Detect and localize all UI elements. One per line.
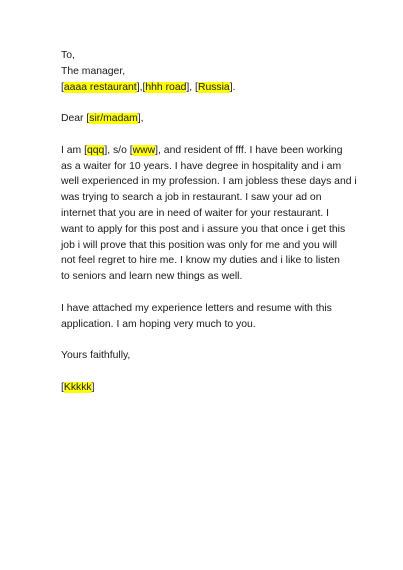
father-name-placeholder: www (132, 144, 156, 156)
salutation-name-placeholder: sir/madam (89, 113, 138, 125)
body-line: job i will prove that this position was only for me and you will (61, 239, 338, 251)
body-line: I have attached my experience letters and resume with this (61, 302, 332, 314)
closing-text: Yours faithfully, (61, 350, 131, 362)
recipient-address: [aaaa restaurant],[hhh road], [Russia]. (61, 81, 236, 93)
road-placeholder: hhh road (145, 81, 187, 93)
letter-body (61, 48, 361, 396)
body-line: application. I am hoping very much to you. (61, 318, 256, 330)
to-line: To, (61, 50, 75, 61)
body-paragraph-1: I am [qqq], s/o [www], and resident of fff. I have been working as a waiter for 10 years. I have degree in hospitality and i am well experienced in my profession. I am jobless these days and i was trying to search a job in restaurant. I saw your ad on internet that you are in need of waiter for your restaurant. I want to apply for this post and i assure you that once i get this job i will prove that this position was only for me and you will not feel regret to hire me. I know my duties and i like to listen to seniors and learn new things as well. (61, 143, 361, 285)
body-line: as a waiter for 10 years. I have degree in hospitality and i am (61, 160, 342, 172)
body-line: internet that you are in need of waiter for your restaurant. I (61, 207, 329, 219)
body-line: was trying to search a job in restaurant. I saw your ad on (61, 192, 322, 204)
signature: [Kkkkk] (61, 381, 95, 393)
body-line: want to apply for this post and i assure you that once i get this (61, 223, 346, 235)
recipient-title: The manager, (61, 65, 126, 77)
applicant-name-placeholder: qqq (86, 144, 105, 156)
body-line: to seniors and learn new things as well. (61, 271, 243, 283)
body-line: not feel regret to hire me. I know my duties and i like to listen (61, 255, 340, 267)
restaurant-name-placeholder: aaaa restaurant (63, 81, 137, 93)
country-placeholder: Russia (197, 81, 230, 93)
signature-name-placeholder: Kkkkk (63, 381, 92, 393)
body-line: well experienced in my profession. I am jobless these days and i (61, 176, 357, 188)
salutation: Dear [sir/madam], (61, 113, 144, 125)
closing (61, 348, 361, 364)
body-paragraph-2 (61, 301, 361, 333)
